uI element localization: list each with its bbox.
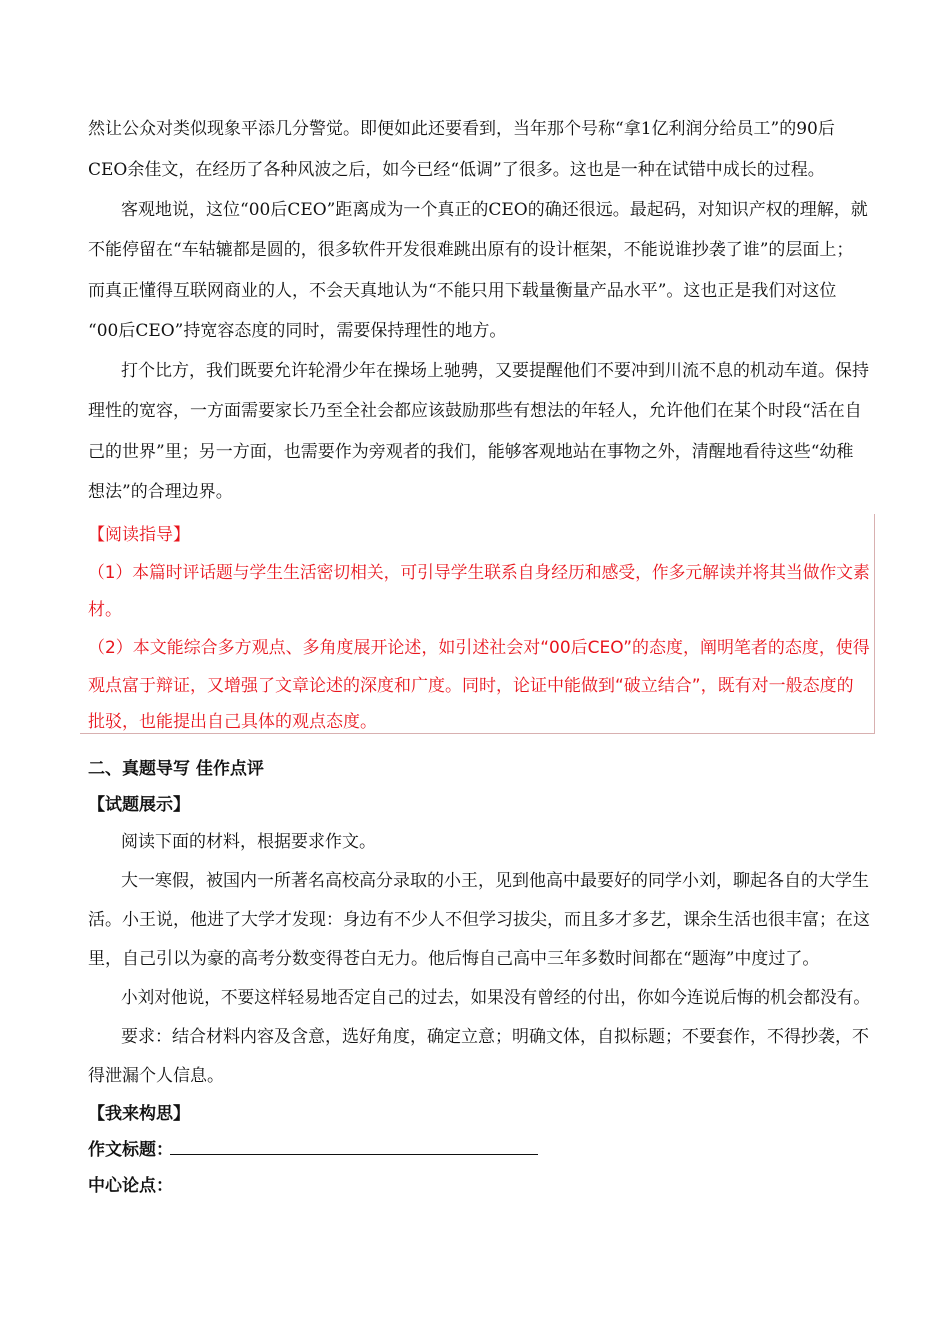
section-title: 二、真题导写 佳作点评	[88, 759, 264, 779]
thesis-label: 中心论点：	[88, 1176, 173, 1196]
reading-guide-item: （1）本篇时评话题与学生生活密切相关，可引导学生联系自身经历和感受，作多元解读并将其当做作文素	[88, 563, 870, 583]
exam-line: 得泄漏个人信息。	[88, 1066, 224, 1086]
exam-line: 要求：结合材料内容及含意，选好角度，确定立意；明确文体，自拟标题；不要套作，不得抄袭，不	[121, 1027, 869, 1047]
reading-guide-item: 批驳，也能提出自己具体的观点态度。	[88, 712, 377, 732]
exam-heading: 【试题展示】	[88, 795, 190, 815]
reading-guide-heading: 【阅读指导】	[88, 525, 190, 545]
body-line: 己的世界”里；另一方面，也需要作为旁观者的我们，能够客观地站在事物之外，清醒地看待这些“幼稚	[88, 442, 854, 462]
body-line: 然让公众对类似现象平添几分警觉。即便如此还要看到，当年那个号称“拿1亿利润分给员工”的90后	[88, 119, 835, 139]
body-line: 理性的宽容，一方面需要家长乃至全社会都应该鼓励那些有想法的年轻人，允许他们在某个时段“活在自	[88, 401, 862, 421]
reading-guide-box	[80, 514, 875, 734]
body-line: 不能停留在“车轱辘都是圆的，很多软件开发很难跳出原有的设计框架，不能说谁抄袭了谁”的层面上；	[88, 240, 854, 260]
reading-guide-item: 观点富于辩证，又增强了文章论述的深度和广度。同时，论证中能做到“破立结合”，既有对一般态度的	[88, 676, 854, 696]
essay-title-label: 作文标题：	[88, 1140, 173, 1160]
body-line: CEO余佳文，在经历了各种风波之后，如今已经“低调”了很多。这也是一种在试错中成长的过程。	[88, 160, 825, 180]
body-line: 想法”的合理边界。	[88, 482, 233, 502]
exam-line: 阅读下面的材料，根据要求作文。	[121, 832, 376, 852]
essay-title-blank[interactable]	[170, 1154, 538, 1155]
reading-guide-item: 材。	[88, 600, 122, 620]
reading-guide-item: （2）本文能综合多方观点、多角度展开论述，如引述社会对“00后CEO”的态度，阐明笔者的态度，使得	[88, 638, 870, 658]
body-line: 打个比方，我们既要允许轮滑少年在操场上驰骋，又要提醒他们不要冲到川流不息的机动车道。保持	[121, 361, 869, 381]
exam-line: 活。小王说，他进了大学才发现：身边有不少人不但学习拔尖，而且多才多艺，课余生活也很丰富；在这	[88, 910, 870, 930]
body-line: 而真正懂得互联网商业的人，不会天真地认为“不能只用下载量衡量产品水平”。这也正是我们对这位	[88, 281, 837, 301]
body-line: “00后CEO”持宽容态度的同时，需要保持理性的地方。	[88, 321, 507, 341]
body-line: 客观地说，这位“00后CEO”距离成为一个真正的CEO的确还很远。最起码，对知识产权的理解，就	[121, 200, 868, 220]
exam-line: 里，自己引以为豪的高考分数变得苍白无力。他后悔自己高中三年多数时间都在“题海”中度过了。	[88, 949, 820, 969]
exam-line: 小刘对他说，不要这样轻易地否定自己的过去，如果没有曾经的付出，你如今连说后悔的机会都没有。	[121, 988, 870, 1008]
exam-line: 大一寒假，被国内一所著名高校高分录取的小王，见到他高中最要好的同学小刘，聊起各自的大学生	[121, 871, 869, 891]
plan-heading: 【我来构思】	[88, 1104, 190, 1124]
